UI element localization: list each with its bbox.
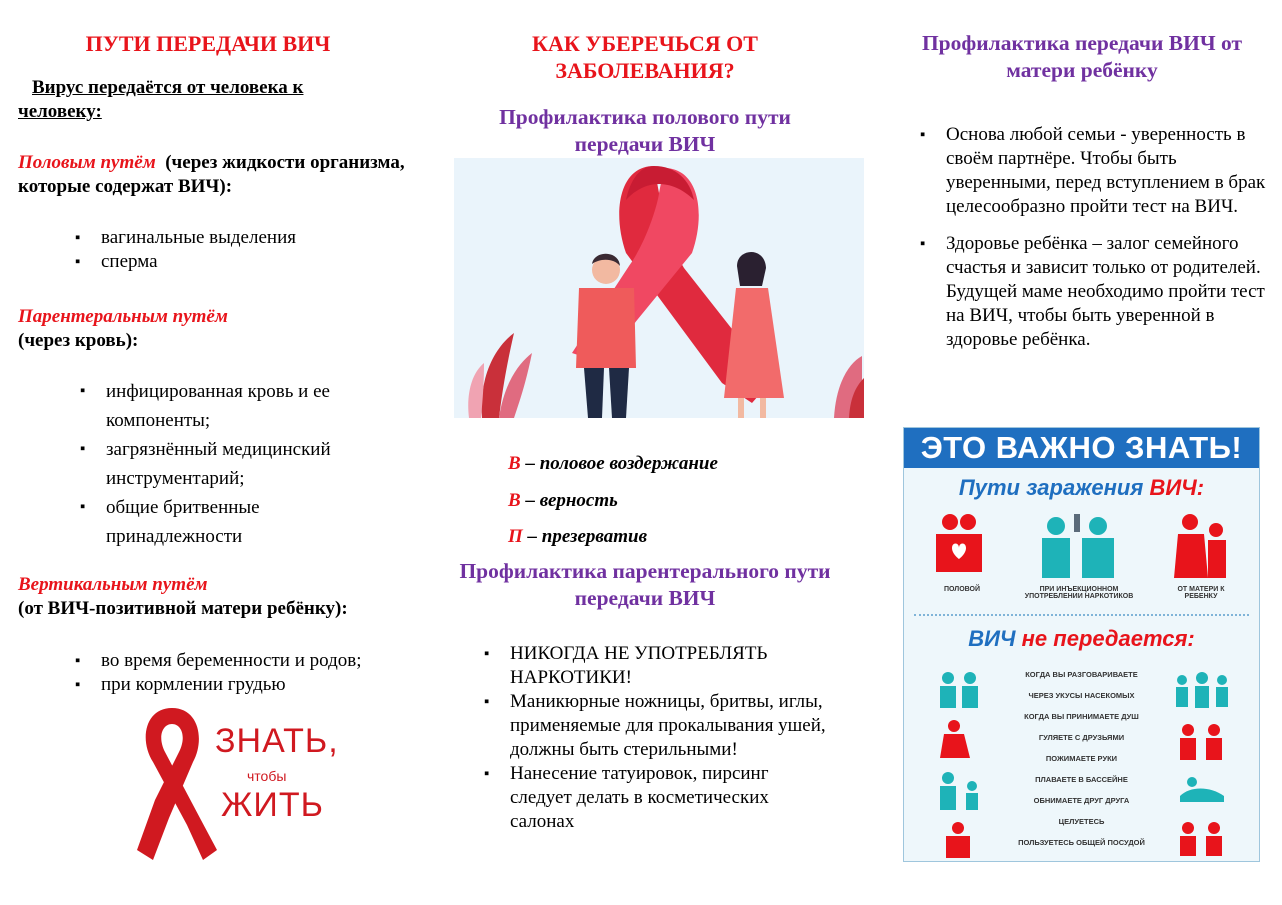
ribbon-couple-illustration — [454, 158, 864, 418]
col3-title: Профилактика передачи ВИЧ от матери ребёнку — [921, 31, 1243, 82]
list-item: ▪ Маникюрные ножницы, бритвы, иглы, применяемые для прокалывания ушей, должны быть стерильными! — [484, 690, 834, 762]
col2-subtitle-parenteral: Профилактика парентерального пути передачи ВИЧ — [459, 559, 831, 610]
rule-abstinence: В – половое воздержание — [508, 453, 718, 474]
sexual-desc: (через жидкости организма, которые содержат ВИЧ): — [18, 152, 405, 197]
know-to-live-logo — [125, 700, 355, 865]
vertical-label: Вертикальным путём — [18, 574, 208, 595]
way-label-injection: ПРИ ИНЪЕКЦИОННОМ УПОТРЕБЛЕНИИ НАРКОТИКОВ — [1024, 586, 1134, 600]
sexual-way-icon — [934, 512, 984, 582]
list-item: ПОЖИМАЕТЕ РУКИ — [1045, 754, 1118, 763]
sexual-list — [75, 226, 395, 274]
list-item: ▪ Нанесение татуировок, пирсинг следует делать в косметических салонах — [484, 762, 834, 834]
logo-word-to: чтобы — [247, 768, 287, 784]
col1-intro: Вирус передаётся от человека к человеку: — [18, 77, 304, 122]
list-item: ПЛАВАЕТЕ В БАССЕЙНЕ — [1035, 775, 1128, 784]
sexual-label: Половым путём — [18, 152, 156, 173]
list-item: ▪ Основа любой семьи - уверенность в своём партнёре. Чтобы быть уверенными, перед вступлением в брак целесообразно пройти тест на ВИЧ. — [920, 123, 1272, 219]
injection-way-icon — [1034, 512, 1124, 582]
left-people-icons — [934, 668, 984, 858]
way-label-mother: ОТ МАТЕРИ К РЕБЕНКУ — [1177, 586, 1225, 600]
important-poster — [903, 427, 1260, 862]
way-label-sexual: ПОЛОВОЙ — [943, 586, 980, 593]
not-transmitted-list — [994, 664, 1169, 853]
poster-divider — [914, 614, 1249, 616]
poster-ways-title: Пути заражения ВИЧ: — [958, 475, 1205, 500]
list-item: ГУЛЯЕТЕ С ДРУЗЬЯМИ — [1038, 733, 1125, 742]
vertical-route — [18, 573, 413, 621]
list-item: КОГДА ВЫ РАЗГОВАРИВАЕТЕ — [1025, 670, 1138, 679]
list-item: ▪ общие бритвенные принадлежности — [80, 493, 380, 551]
parenteral-route — [18, 305, 408, 353]
list-item: ▪ во время беременности и родов; — [75, 649, 415, 673]
parenteral-desc: (через кровь): — [18, 330, 139, 351]
vertical-list — [75, 649, 415, 697]
list-item: КОГДА ВЫ ПРИНИМАЕТЕ ДУШ — [1024, 712, 1139, 721]
parenteral-label: Парентеральным путём — [18, 306, 228, 327]
poster-banner: ЭТО ВАЖНО ЗНАТЬ! — [904, 428, 1259, 468]
list-item: ▪ инфицированная кровь и ее компоненты; — [80, 377, 380, 435]
logo-word-live: ЖИТЬ — [221, 786, 324, 824]
list-item: ▪ вагинальные выделения — [75, 226, 395, 250]
list-item: ЦЕЛУЕТЕСЬ — [1058, 817, 1105, 826]
mother-child-way-icon — [1172, 512, 1232, 582]
col2-title: КАК УБЕРЕЧЬСЯ ОТ ЗАБОЛЕВАНИЯ? — [532, 31, 758, 83]
right-people-icons — [1172, 668, 1232, 858]
ribbon-couple-image — [454, 158, 864, 418]
parenteral-list — [80, 377, 380, 551]
poster-not-title: ВИЧ не передается: — [968, 626, 1195, 651]
red-ribbon-icon — [125, 700, 220, 865]
list-item: ОБНИМАЕТЕ ДРУГ ДРУГА — [1033, 796, 1130, 805]
parenteral-prevention-list — [484, 642, 834, 834]
list-item: ▪ при кормлении грудью — [75, 673, 415, 697]
logo-word-know: ЗНАТЬ, — [215, 722, 339, 760]
col2-subtitle-sexual: Профилактика полового пути передачи ВИЧ — [499, 105, 791, 156]
list-item: ▪ НИКОГДА НЕ УПОТРЕБЛЯТЬ НАРКОТИКИ! — [484, 642, 834, 690]
list-item: ЧЕРЕЗ УКУСЫ НАСЕКОМЫХ — [1028, 691, 1135, 700]
list-item: ▪ сперма — [75, 250, 395, 274]
list-item: ▪ Здоровье ребёнка – залог семейного счастья и зависит только от родителей. Будущей маме необходимо пройти тест на ВИЧ, чтобы быть уверенной в здоровье ребёнка. — [920, 232, 1272, 352]
vertical-desc: (от ВИЧ-позитивной матери ребёнку): — [18, 598, 348, 619]
rule-condom: П – презерватив — [508, 526, 648, 547]
sexual-route — [18, 151, 408, 199]
mother-child-list — [920, 123, 1272, 352]
list-item: ▪ загрязнённый медицинский инструментарий; — [80, 435, 380, 493]
rule-fidelity: В – верность — [508, 489, 618, 511]
col1-title: ПУТИ ПЕРЕДАЧИ ВИЧ — [85, 31, 331, 56]
list-item: ПОЛЬЗУЕТЕСЬ ОБЩЕЙ ПОСУДОЙ — [1018, 838, 1145, 847]
abc-rules — [508, 446, 828, 556]
